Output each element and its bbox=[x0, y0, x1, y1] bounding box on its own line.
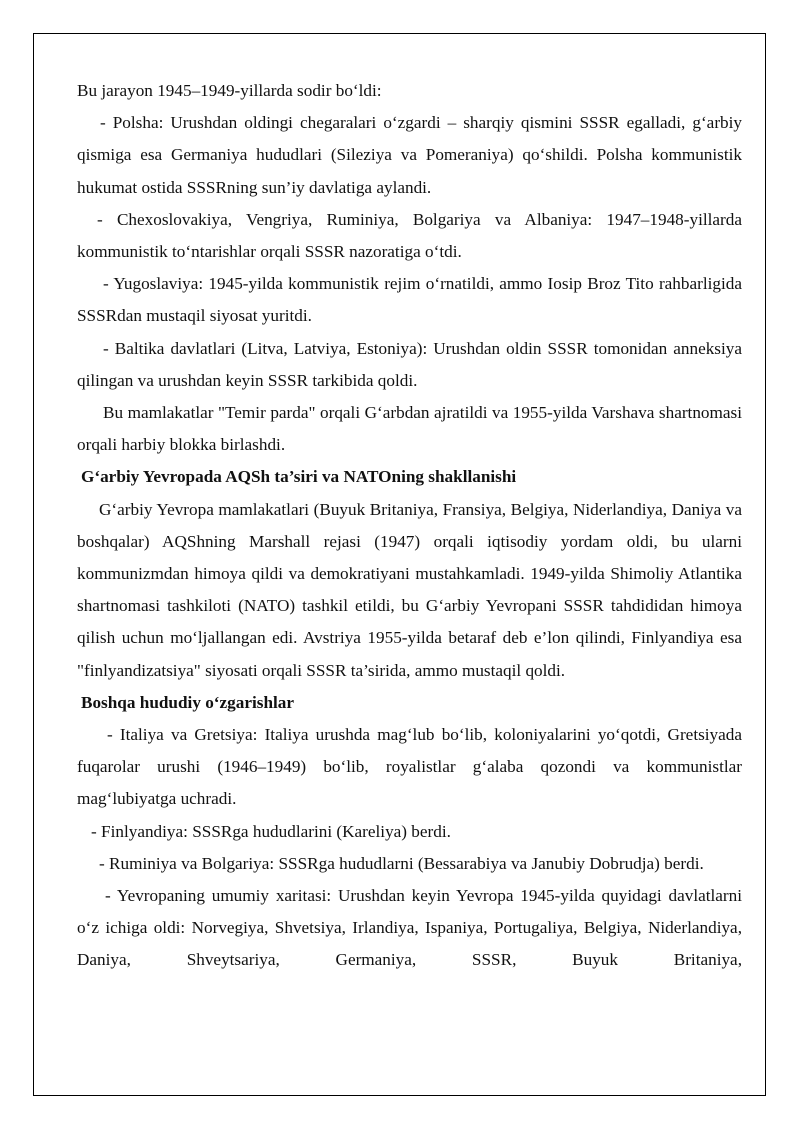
paragraph-yugoslavia: - Yugoslaviya: 1945-yilda kommunistik rejim o‘rnatildi, ammo Iosip Broz Tito rahbarligida SSSRdan mustaqil siyosat yuritdi. bbox=[77, 274, 742, 326]
paragraph-finland: - Finlyandiya: SSSRga hududlarini (Kareliya) berdi. bbox=[91, 821, 451, 841]
paragraph-eastern-bloc: - Chexoslovakiya, Vengriya, Ruminiya, Bolgariya va Albaniya: 1947–1948-yillarda kommunistik to‘ntarishlar orqali SSSR nazoratiga o‘tdi. bbox=[77, 209, 742, 262]
paragraph-romania-bulgaria: - Ruminiya va Bolgariya: SSSRga hududlarni (Bessarabiya va Janubiy Dobrudja) berdi. bbox=[99, 853, 704, 873]
document-body bbox=[77, 75, 742, 977]
paragraph-baltic: - Baltika davlatlari (Litva, Latviya, Estoniya): Urushdan oldin SSSR tomonidan anneksiya qilingan va urushdan keyin SSSR tarkibida qoldi. bbox=[77, 338, 742, 390]
paragraph-iron-curtain: Bu mamlakatlar "Temir parda" orqali G‘arbdan ajratildi va 1955-yilda Varshava shartnomasi orqali harbiy blokka birlashdi. bbox=[77, 403, 742, 455]
paragraph-intro: Bu jarayon 1945–1949-yillarda sodir bo‘ldi: bbox=[77, 81, 382, 100]
paragraph-poland: - Polsha: Urushdan oldingi chegaralari o‘zgardi – sharqiy qismini SSSR egalladi, g‘arbiy qismiga esa Germaniya hududlari (Sileziya va Pomeraniya) qo‘shildi. Polsha kommunistik hukumat ostida SSSRning sun’iy davlatiga aylandi. bbox=[77, 113, 742, 197]
paragraph-europe-map: - Yevropaning umumiy xaritasi: Urushdan keyin Yevropa 1945-yilda quyidagi davlatlarni o‘z ichiga oldi: Norvegiya, Shvetsiya, Irlandiya, Ispaniya, Portugaliya, Belgiya, Niderlandiya, Daniya, Shveytsariya, Germaniya, SSSR, Buyuk Britaniya, bbox=[77, 886, 742, 970]
heading-nato: G‘arbiy Yevropada AQSh ta’siri va NATOning shakllanishi bbox=[81, 467, 517, 487]
paragraph-western-europe: G‘arbiy Yevropa mamlakatlari (Buyuk Britaniya, Fransiya, Belgiya, Niderlandiya, Daniya va boshqalar) AQShning Marshall rejasi (1947) orqali iqtisodiy yordam oldi, bu ularni kommunizmdan himoya qildi va demokratiyani mustahkamladi. 1949-yilda Shimoliy Atlantika shartnomasi tashkiloti (NATO) tashkil etildi, bu G‘arbiy Yevropani SSSR tahdididan himoya qilish uchun mo‘ljallangan edi. Avstriya 1955-yilda betaraf deb e’lon qilindi, Finlyandiya esa "finlyandizatsiya" siyosati orqali SSSR ta’sirida, ammo mustaqil qoldi. bbox=[77, 499, 742, 680]
paragraph-italy-greece: - Italiya va Gretsiya: Italiya urushda mag‘lub bo‘lib, koloniyalarini yo‘qotdi, Gretsiyada fuqarolar urushi (1946–1949) bo‘lib, royalistlar g‘alaba qozondi va kommunistlar mag‘lubiyatga uchradi. bbox=[77, 725, 742, 809]
heading-territorial-changes: Boshqa hududiy o‘zgarishlar bbox=[81, 692, 294, 712]
